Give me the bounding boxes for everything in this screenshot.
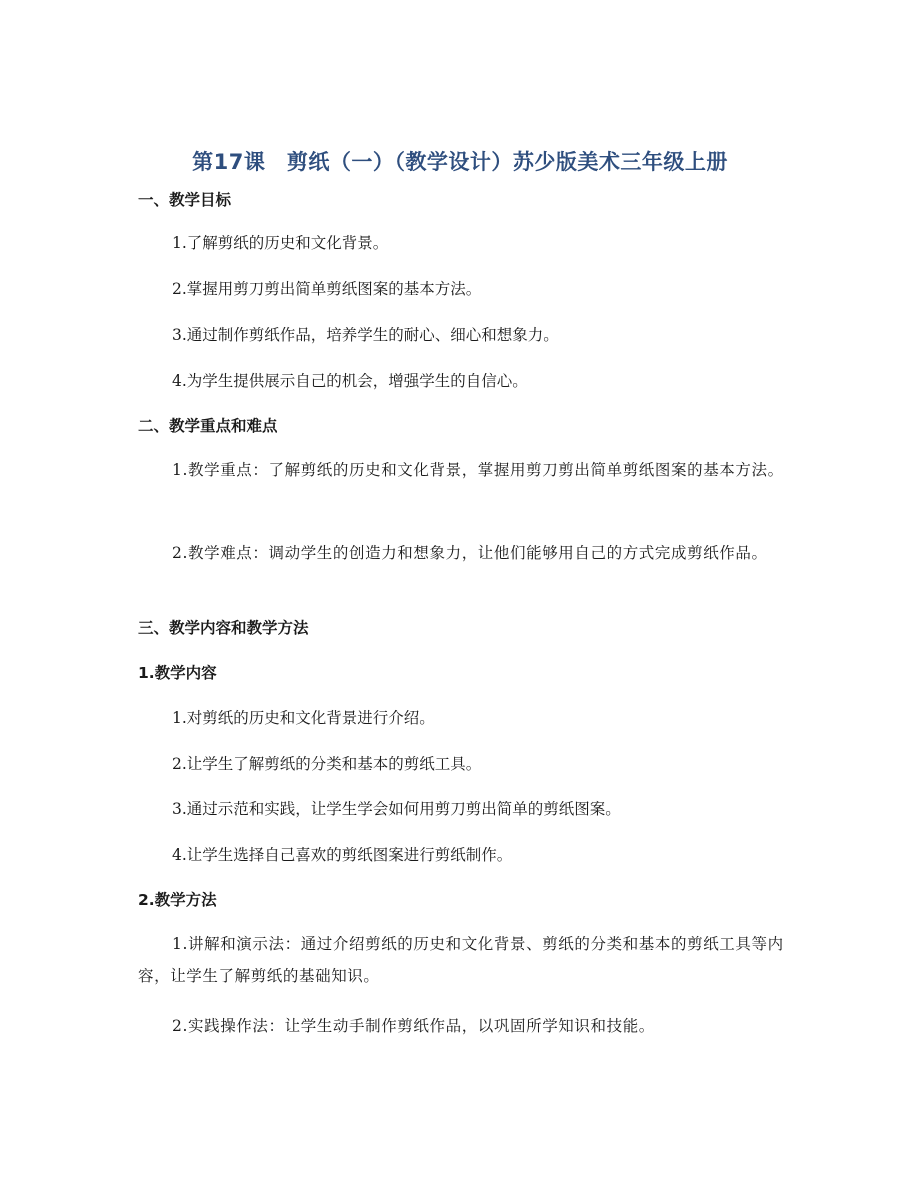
list-item: 2.让学生了解剪纸的分类和基本的剪纸工具。 xyxy=(172,755,482,773)
list-item: 1.对剪纸的历史和文化背景进行介绍。 xyxy=(172,709,435,727)
list-item: 4.为学生提供展示自己的机会，增强学生的自信心。 xyxy=(172,372,528,390)
section-heading-content-methods: 三、教学内容和教学方法 xyxy=(138,619,309,637)
paragraph: 1.讲解和演示法：通过介绍剪纸的历史和文化背景、剪纸的分类和基本的剪纸工具等内容，让学生了解剪纸的基础知识。 xyxy=(138,935,784,985)
list-item: 3.通过示范和实践，让学生学会如何用剪刀剪出简单的剪纸图案。 xyxy=(172,800,621,818)
list-item: 4.让学生选择自己喜欢的剪纸图案进行剪纸制作。 xyxy=(172,846,513,864)
document-title: 第17课 剪纸（一）（教学设计）苏少版美术三年级上册 xyxy=(192,150,728,174)
section-heading-objectives: 一、教学目标 xyxy=(138,191,232,209)
list-item: 1.了解剪纸的历史和文化背景。 xyxy=(172,234,389,252)
subsection-heading-methods: 2.教学方法 xyxy=(138,891,217,909)
list-item: 3.通过制作剪纸作品，培养学生的耐心、细心和想象力。 xyxy=(172,326,559,344)
section-heading-key-points: 二、教学重点和难点 xyxy=(138,417,278,435)
subsection-heading-content: 1.教学内容 xyxy=(138,664,217,682)
list-item: 2.掌握用剪刀剪出简单剪纸图案的基本方法。 xyxy=(172,280,482,298)
paragraph: 2.实践操作法：让学生动手制作剪纸作品，以巩固所学知识和技能。 xyxy=(172,1017,655,1035)
paragraph: 2.教学难点：调动学生的创造力和想象力，让他们能够用自己的方式完成剪纸作品。 xyxy=(172,544,768,562)
paragraph: 1.教学重点：了解剪纸的历史和文化背景，掌握用剪刀剪出简单剪纸图案的基本方法。 xyxy=(172,461,784,479)
